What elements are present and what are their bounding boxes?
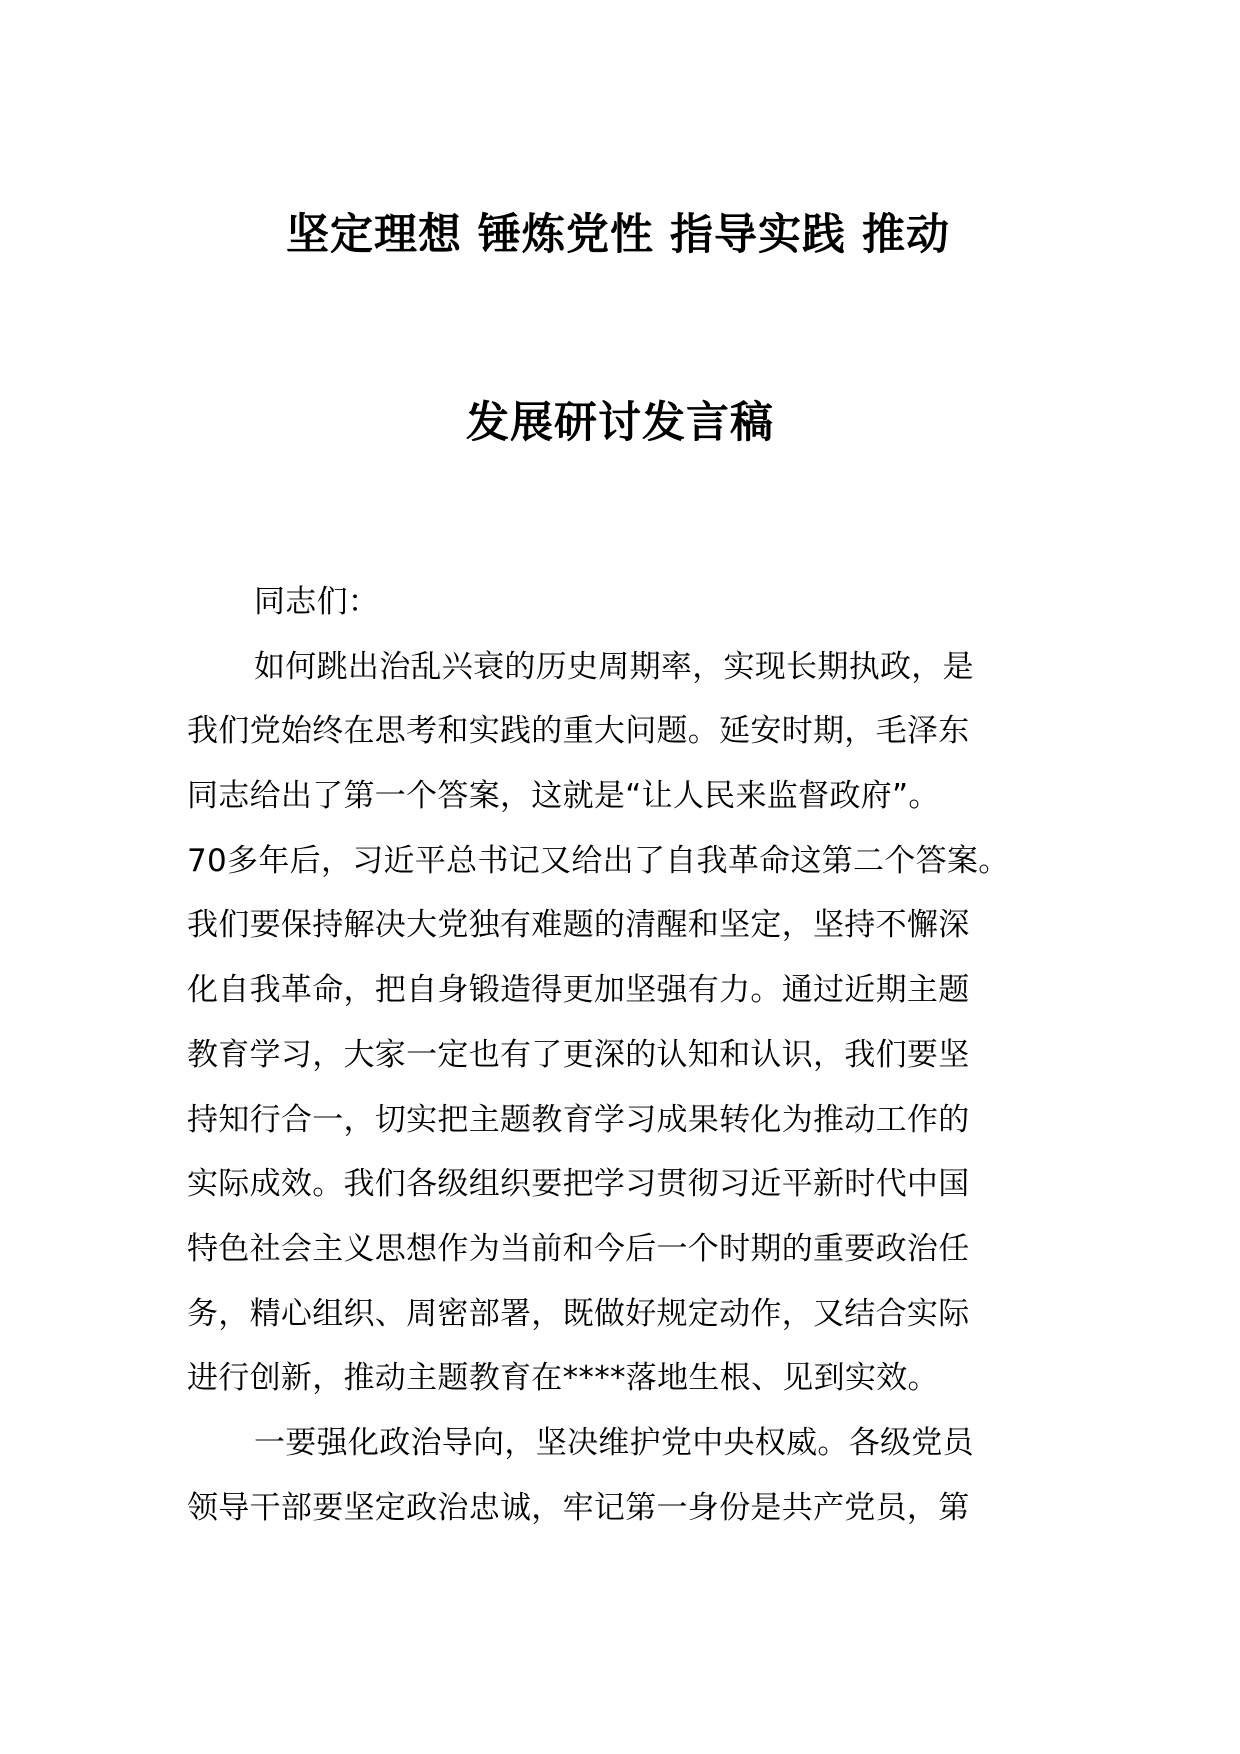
document-title-line-1: 坚定理想 锤炼党性 指导实践 推动 [286,210,950,260]
body-line: 务，精心组织、周密部署，既做好规定动作，又结合实际 [187,1295,970,1332]
body-line: 持知行合一，切实把主题教育学习成果转化为推动工作的 [187,1101,970,1138]
body-line: 我们要保持解决大党独有难题的清醒和坚定，坚持不懈深 [187,907,970,944]
body-line: 化自我革命，把自身锻造得更加坚强有力。通过近期主题 [187,972,970,1009]
document-title-line-2: 发展研讨发言稿 [466,398,774,448]
body-line: 如何跳出治乱兴衰的历史周期率，实现长期执政，是 [254,648,974,685]
document-body [187,570,1057,1540]
body-line: 一要强化政治导向，坚决维护党中央权威。各级党员 [254,1424,974,1461]
body-line: 教育学习，大家一定也有了更深的认知和认识，我们要坚 [187,1036,970,1073]
body-line: 我们党始终在思考和实践的重大问题。延安时期，毛泽东 [187,713,970,750]
body-line: 同志给出了第一个答案，这就是“让人民来监督政府”。 [187,778,940,815]
body-line: 进行创新，推动主题教育在****落地生根、见到实效。 [187,1360,939,1397]
salutation-line: 同志们： [254,584,380,620]
body-line: 实际成效。我们各级组织要把学习贯彻习近平新时代中国 [187,1166,970,1203]
body-line: 特色社会主义思想作为当前和今后一个时期的重要政治任 [187,1230,970,1267]
body-line: 70多年后，习近平总书记又给出了自我革命这第二个答案。 [187,842,1010,879]
body-line: 领导干部要坚定政治忠诚，牢记第一身份是共产党员，第 [187,1489,970,1526]
